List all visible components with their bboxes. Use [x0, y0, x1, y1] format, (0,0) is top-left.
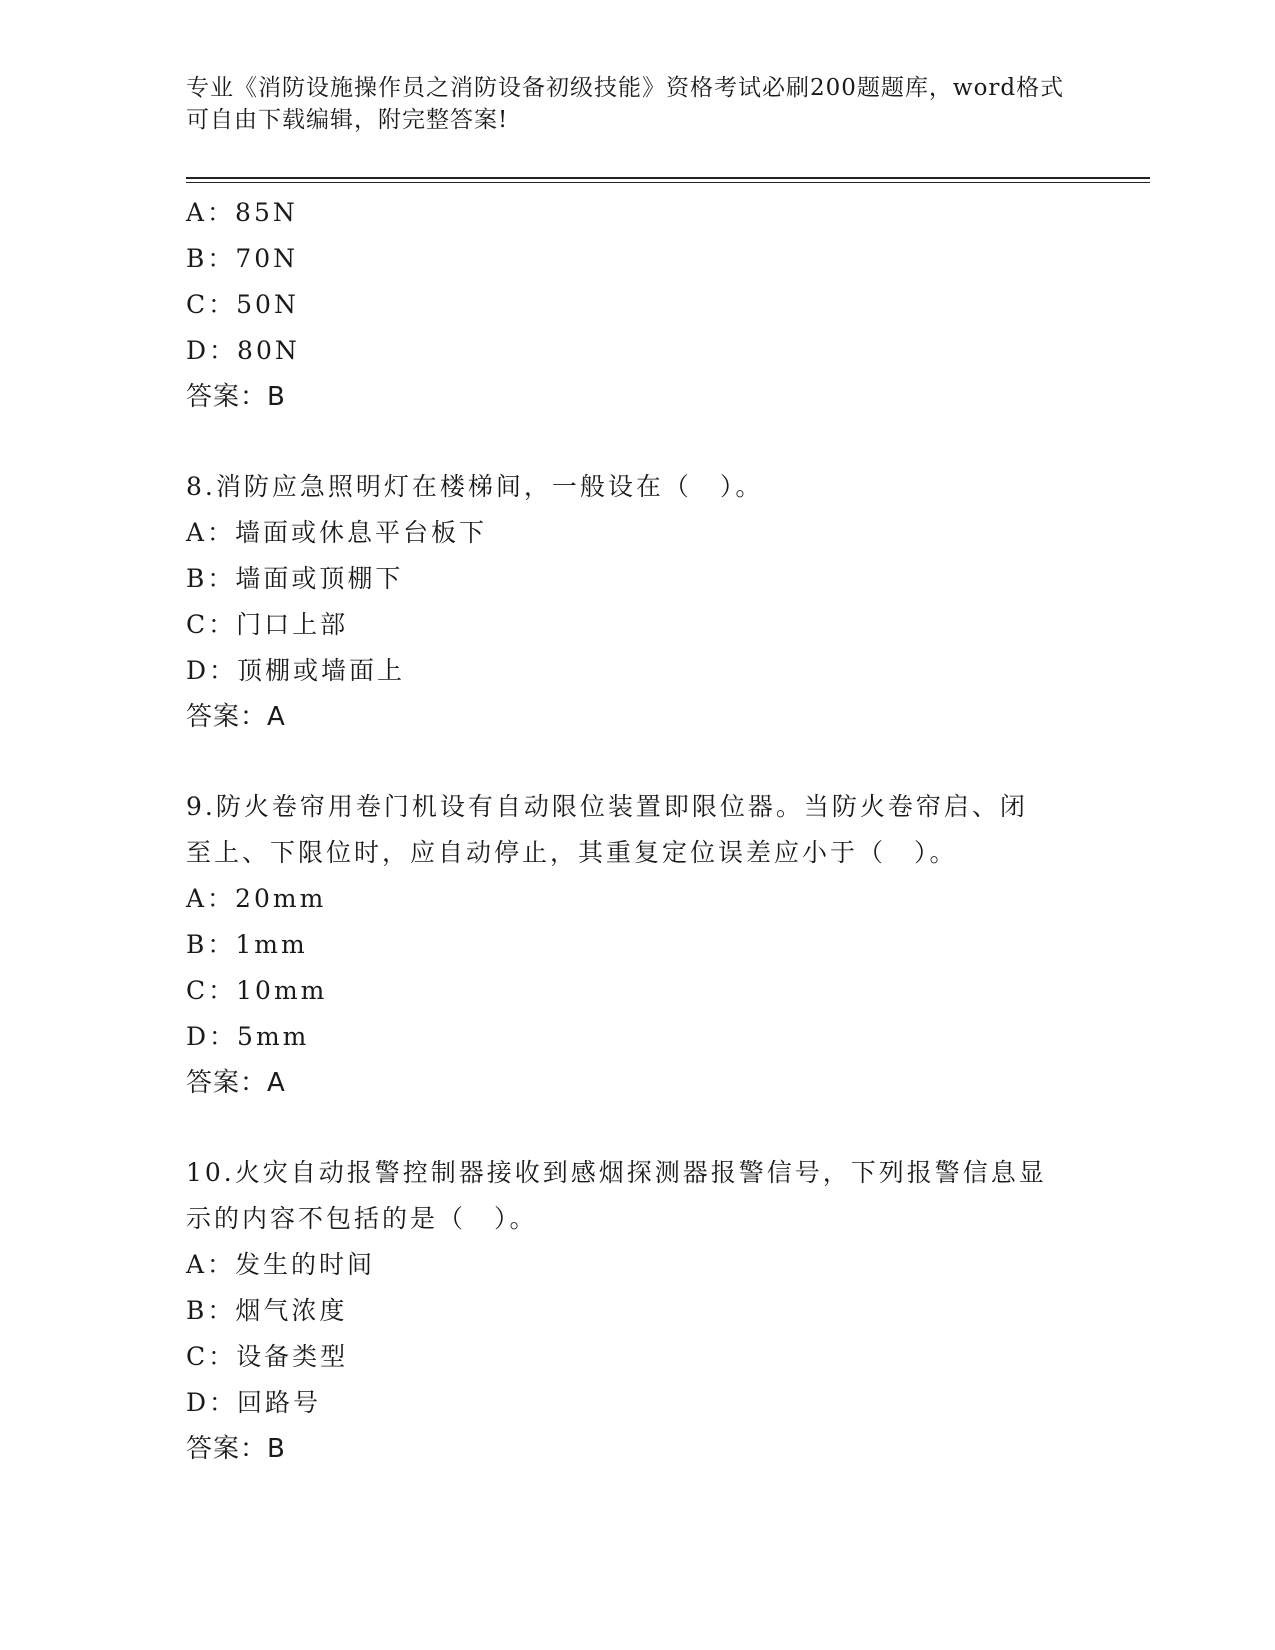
question-stem-line-2: 至上、下限位时，应自动停止，其重复定位误差应小于（ ）。 — [186, 838, 958, 867]
option-b: B：1mm — [186, 930, 308, 959]
header-rule-thin — [186, 182, 1150, 183]
option-b: B：墙面或顶棚下 — [186, 564, 404, 593]
option-d: D：回路号 — [186, 1388, 322, 1417]
option-a: A：墙面或休息平台板下 — [186, 518, 488, 547]
option-a: A：20mm — [186, 884, 327, 913]
answer: 答案：A — [186, 702, 286, 732]
question-list — [186, 190, 1086, 1472]
question-stem-line-1: 9.防火卷帘用卷门机设有自动限位装置即限位器。当防火卷帘启、闭 — [186, 792, 1028, 821]
option-a: A：85N — [186, 198, 298, 227]
header-rule-thick — [186, 177, 1150, 179]
option-d: D：80N — [186, 336, 300, 365]
option-d: D：顶棚或墙面上 — [186, 656, 406, 685]
question-block-10 — [186, 1150, 1086, 1472]
option-d: D：5mm — [186, 1022, 310, 1051]
option-b: B：烟气浓度 — [186, 1296, 348, 1325]
option-b: B：70N — [186, 244, 299, 273]
answer: 答案：B — [186, 382, 286, 412]
question-stem-line-1: 10.火灾自动报警控制器接收到感烟探测器报警信号，下列报警信息显 — [186, 1158, 1047, 1187]
question-block-8 — [186, 464, 1086, 740]
question-block-9 — [186, 784, 1086, 1106]
option-c: C：10mm — [186, 976, 328, 1005]
question-stem-line-2: 示的内容不包括的是（ ）。 — [186, 1204, 538, 1233]
document-header: 专业《消防设施操作员之消防设备初级技能》资格考试必刷200题题库，word格式可自由下载编辑，附完整答案! — [186, 75, 1065, 133]
option-c: C：门口上部 — [186, 610, 349, 639]
option-c: C：50N — [186, 290, 299, 319]
option-c: C：设备类型 — [186, 1342, 349, 1371]
option-a: A：发生的时间 — [186, 1250, 376, 1279]
question-stem: 8.消防应急照明灯在楼梯间，一般设在（ ）。 — [186, 472, 764, 501]
answer: 答案：B — [186, 1434, 286, 1464]
answer: 答案：A — [186, 1068, 286, 1098]
question-block-7 — [186, 190, 1086, 420]
